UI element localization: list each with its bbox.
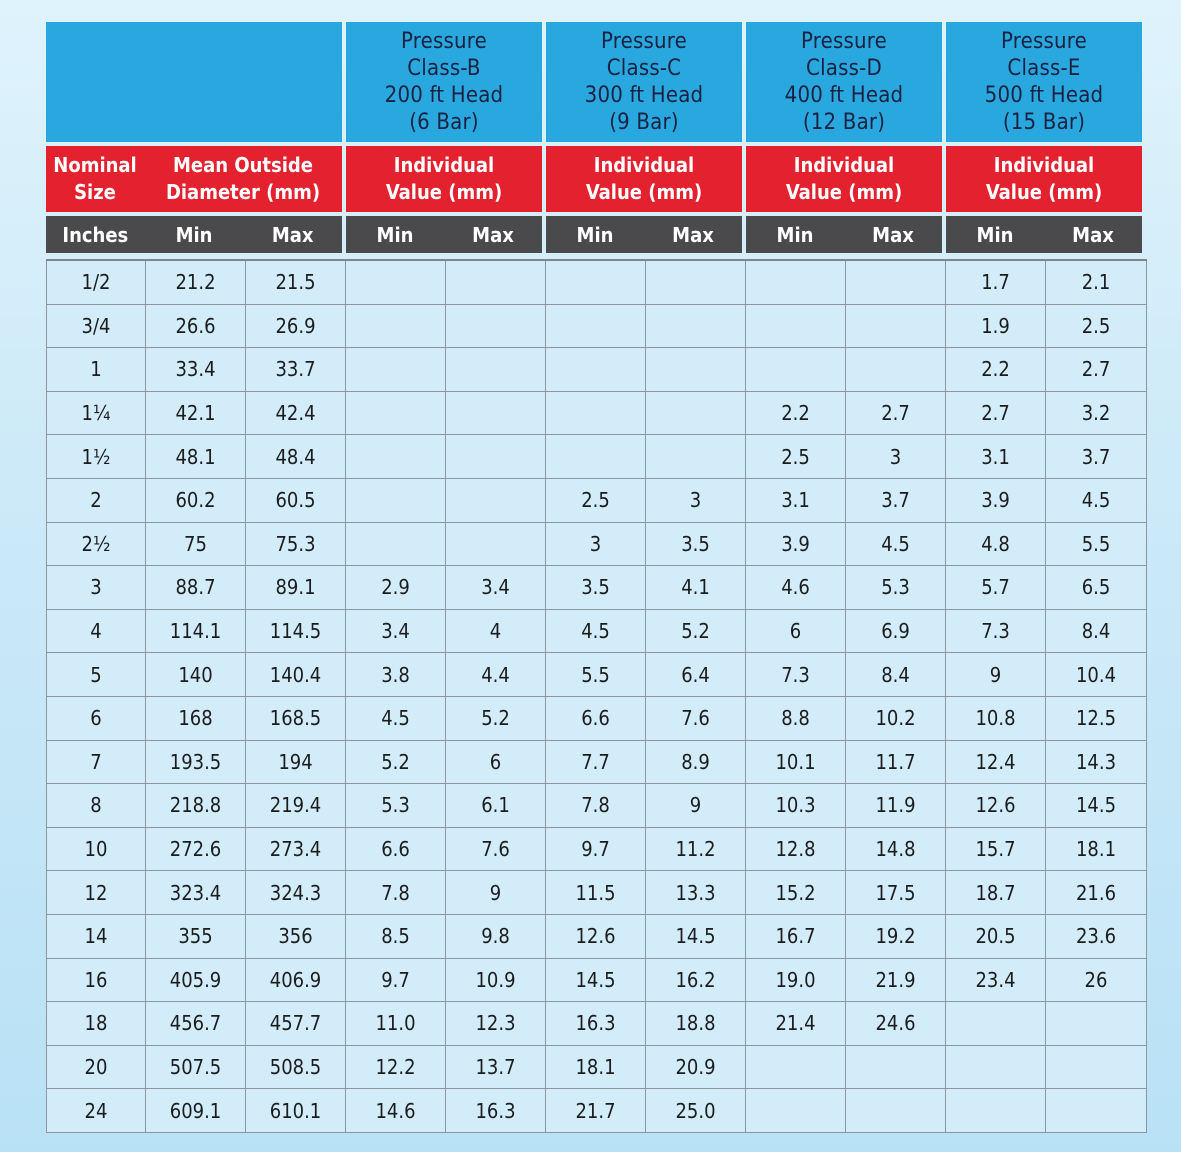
mean-od-min-cell: 355 xyxy=(146,914,246,958)
mean-od-max-cell: 48.4 xyxy=(246,435,346,479)
table-row xyxy=(47,871,1147,915)
nominal-size-cell: 14 xyxy=(47,914,146,958)
nominal-size-cell: 5 xyxy=(47,653,146,697)
class-d-min-cell: 6 xyxy=(746,609,846,653)
unit-header-group xyxy=(346,216,542,253)
individual-value-header: Individual Value (mm) xyxy=(546,146,742,212)
class-e-max-cell: 26 xyxy=(1046,958,1147,1002)
table-row xyxy=(47,653,1147,697)
class-b-min-cell: 2.9 xyxy=(346,566,446,610)
class-c-max-cell: 20.9 xyxy=(646,1045,746,1089)
class-b-max-cell: 5.2 xyxy=(446,696,546,740)
class-b-min-cell xyxy=(346,348,446,392)
class-c-max-cell: 4.1 xyxy=(646,566,746,610)
unit-header-group xyxy=(546,216,742,253)
mean-od-min-cell: 168 xyxy=(146,696,246,740)
class-d-max-cell xyxy=(846,1045,946,1089)
class-d-min-cell xyxy=(746,260,846,304)
class-c-max-cell: 6.4 xyxy=(646,653,746,697)
unit-header-group xyxy=(746,216,942,253)
class-d-max-cell: 19.2 xyxy=(846,914,946,958)
mean-od-min-cell: 26.6 xyxy=(146,304,246,348)
mean-od-max-cell: 21.5 xyxy=(246,260,346,304)
class-e-min-cell: 4.8 xyxy=(946,522,1046,566)
min-header: Min xyxy=(976,222,1014,247)
class-c-max-cell: 25.0 xyxy=(646,1089,746,1133)
min-header: Min xyxy=(776,222,814,247)
class-c-max-cell: 7.6 xyxy=(646,696,746,740)
max-header: Max xyxy=(271,222,314,247)
mean-od-min-cell: 507.5 xyxy=(146,1045,246,1089)
table-row xyxy=(47,958,1147,1002)
class-c-max-cell xyxy=(646,348,746,392)
class-e-max-cell: 21.6 xyxy=(1046,871,1147,915)
nominal-size-cell: 8 xyxy=(47,784,146,828)
class-b-max-cell xyxy=(446,304,546,348)
class-b-max-cell: 9 xyxy=(446,871,546,915)
nominal-size-cell: 2½ xyxy=(47,522,146,566)
class-b-min-cell xyxy=(346,522,446,566)
class-d-max-cell: 8.4 xyxy=(846,653,946,697)
individual-value-header: Individual Value (mm) xyxy=(346,146,542,212)
class-d-max-cell: 10.2 xyxy=(846,696,946,740)
class-e-header: Pressure Class-E 500 ft Head (15 Bar) xyxy=(946,22,1142,142)
class-b-min-cell xyxy=(346,435,446,479)
class-d-max-cell: 21.9 xyxy=(846,958,946,1002)
mean-od-max-cell: 114.5 xyxy=(246,609,346,653)
class-e-min-cell: 7.3 xyxy=(946,609,1046,653)
class-c-max-cell xyxy=(646,304,746,348)
max-header: Max xyxy=(672,222,714,247)
unit-header-row xyxy=(46,216,1146,253)
class-b-min-cell xyxy=(346,260,446,304)
class-b-header: Pressure Class-B 200 ft Head (6 Bar) xyxy=(346,22,542,142)
table-row xyxy=(47,391,1147,435)
nominal-size-cell: 20 xyxy=(47,1045,146,1089)
class-c-min-cell: 12.6 xyxy=(546,914,646,958)
class-d-min-cell: 16.7 xyxy=(746,914,846,958)
class-c-max-cell: 3.5 xyxy=(646,522,746,566)
class-e-max-cell: 18.1 xyxy=(1046,827,1147,871)
class-d-header: Pressure Class-D 400 ft Head (12 Bar) xyxy=(746,22,942,142)
class-c-max-cell: 8.9 xyxy=(646,740,746,784)
class-e-min-cell: 20.5 xyxy=(946,914,1046,958)
class-c-max-cell: 13.3 xyxy=(646,871,746,915)
min-header: Min xyxy=(376,222,414,247)
mean-od-max-cell: 42.4 xyxy=(246,391,346,435)
class-b-max-cell: 9.8 xyxy=(446,914,546,958)
class-d-max-cell: 4.5 xyxy=(846,522,946,566)
nominal-size-cell: 1/2 xyxy=(47,260,146,304)
max-header: Max xyxy=(872,222,914,247)
class-d-max-cell: 11.7 xyxy=(846,740,946,784)
table-row xyxy=(47,609,1147,653)
class-e-max-cell: 14.5 xyxy=(1046,784,1147,828)
mean-od-min-cell: 140 xyxy=(146,653,246,697)
class-d-max-cell: 17.5 xyxy=(846,871,946,915)
class-b-max-cell: 12.3 xyxy=(446,1002,546,1046)
class-e-max-cell: 2.1 xyxy=(1046,260,1147,304)
class-d-min-cell: 2.5 xyxy=(746,435,846,479)
table-row xyxy=(47,1089,1147,1133)
class-e-max-cell: 4.5 xyxy=(1046,478,1147,522)
class-b-min-cell: 5.3 xyxy=(346,784,446,828)
nominal-size-header: Nominal Size xyxy=(46,146,144,212)
mean-od-min-cell: 33.4 xyxy=(146,348,246,392)
individual-value-header: Individual Value (mm) xyxy=(746,146,942,212)
mean-od-min-cell: 456.7 xyxy=(146,1002,246,1046)
class-d-min-cell xyxy=(746,348,846,392)
class-d-max-cell: 11.9 xyxy=(846,784,946,828)
class-c-max-cell: 5.2 xyxy=(646,609,746,653)
class-c-min-cell: 14.5 xyxy=(546,958,646,1002)
table-row xyxy=(47,696,1147,740)
nominal-size-cell: 2 xyxy=(47,478,146,522)
class-b-min-cell xyxy=(346,391,446,435)
nominal-size-cell: 1¼ xyxy=(47,391,146,435)
class-e-min-cell: 3.9 xyxy=(946,478,1046,522)
table-row xyxy=(47,435,1147,479)
table-row xyxy=(47,740,1147,784)
class-b-max-cell: 16.3 xyxy=(446,1089,546,1133)
class-c-min-cell: 18.1 xyxy=(546,1045,646,1089)
class-b-min-cell: 14.6 xyxy=(346,1089,446,1133)
nominal-size-cell: 18 xyxy=(47,1002,146,1046)
class-e-max-cell: 3.7 xyxy=(1046,435,1147,479)
class-e-min-cell xyxy=(946,1002,1046,1046)
class-b-max-cell: 13.7 xyxy=(446,1045,546,1089)
mean-od-max-cell: 33.7 xyxy=(246,348,346,392)
table-row xyxy=(47,914,1147,958)
class-d-min-cell: 19.0 xyxy=(746,958,846,1002)
mean-od-max-cell: 457.7 xyxy=(246,1002,346,1046)
class-e-min-cell: 23.4 xyxy=(946,958,1046,1002)
class-c-max-cell: 14.5 xyxy=(646,914,746,958)
table-row xyxy=(47,827,1147,871)
class-c-min-cell: 6.6 xyxy=(546,696,646,740)
mean-od-max-cell: 610.1 xyxy=(246,1089,346,1133)
class-c-min-cell: 9.7 xyxy=(546,827,646,871)
class-e-min-cell: 15.7 xyxy=(946,827,1046,871)
class-b-max-cell xyxy=(446,435,546,479)
unit-header-group xyxy=(946,216,1142,253)
mean-od-max-cell: 89.1 xyxy=(246,566,346,610)
class-e-min-cell: 12.6 xyxy=(946,784,1046,828)
class-b-min-cell: 5.2 xyxy=(346,740,446,784)
pipe-spec-table xyxy=(46,22,1146,1133)
class-c-min-cell: 4.5 xyxy=(546,609,646,653)
class-d-min-cell: 21.4 xyxy=(746,1002,846,1046)
nominal-size-cell: 6 xyxy=(47,696,146,740)
mean-od-min-cell: 48.1 xyxy=(146,435,246,479)
class-c-header: Pressure Class-C 300 ft Head (9 Bar) xyxy=(546,22,742,142)
nominal-size-cell: 16 xyxy=(47,958,146,1002)
class-e-max-cell: 3.2 xyxy=(1046,391,1147,435)
class-c-min-cell xyxy=(546,348,646,392)
class-c-min-cell xyxy=(546,435,646,479)
class-c-min-cell xyxy=(546,391,646,435)
class-e-max-cell: 14.3 xyxy=(1046,740,1147,784)
class-c-min-cell xyxy=(546,260,646,304)
table-row xyxy=(47,348,1147,392)
max-header: Max xyxy=(472,222,514,247)
class-b-min-cell: 6.6 xyxy=(346,827,446,871)
class-e-min-cell xyxy=(946,1089,1046,1133)
class-b-min-cell xyxy=(346,304,446,348)
nominal-size-cell: 10 xyxy=(47,827,146,871)
class-e-min-cell: 2.2 xyxy=(946,348,1046,392)
table-row xyxy=(47,784,1147,828)
class-d-max-cell xyxy=(846,1089,946,1133)
class-e-min-cell: 18.7 xyxy=(946,871,1046,915)
nominal-size-cell: 24 xyxy=(47,1089,146,1133)
class-c-max-cell: 11.2 xyxy=(646,827,746,871)
class-e-max-cell xyxy=(1046,1045,1147,1089)
class-e-max-cell: 2.7 xyxy=(1046,348,1147,392)
unit-header-group xyxy=(46,216,342,253)
mean-od-min-cell: 323.4 xyxy=(146,871,246,915)
nominal-size-cell: 7 xyxy=(47,740,146,784)
class-d-min-cell: 12.8 xyxy=(746,827,846,871)
table-row xyxy=(47,1002,1147,1046)
mean-od-min-cell: 60.2 xyxy=(146,478,246,522)
inches-header: Inches xyxy=(62,222,129,247)
class-d-min-cell: 8.8 xyxy=(746,696,846,740)
mean-od-max-cell: 194 xyxy=(246,740,346,784)
class-d-min-cell: 3.1 xyxy=(746,478,846,522)
column-group-header-row xyxy=(46,146,1146,212)
nominal-size-cell: 4 xyxy=(47,609,146,653)
class-d-min-cell: 10.1 xyxy=(746,740,846,784)
table-row xyxy=(47,478,1147,522)
nominal-size-cell: 1½ xyxy=(47,435,146,479)
class-d-min-cell xyxy=(746,1045,846,1089)
class-d-min-cell: 3.9 xyxy=(746,522,846,566)
class-d-min-cell: 10.3 xyxy=(746,784,846,828)
min-header: Min xyxy=(175,222,213,247)
table-row xyxy=(47,1045,1147,1089)
class-b-max-cell: 6 xyxy=(446,740,546,784)
class-e-min-cell: 3.1 xyxy=(946,435,1046,479)
class-b-min-cell xyxy=(346,478,446,522)
class-b-max-cell xyxy=(446,260,546,304)
class-d-max-cell: 14.8 xyxy=(846,827,946,871)
class-c-min-cell: 16.3 xyxy=(546,1002,646,1046)
mean-od-min-cell: 88.7 xyxy=(146,566,246,610)
class-c-min-cell: 7.8 xyxy=(546,784,646,828)
class-c-min-cell: 5.5 xyxy=(546,653,646,697)
class-b-max-cell: 10.9 xyxy=(446,958,546,1002)
table-row xyxy=(47,304,1147,348)
class-d-min-cell: 4.6 xyxy=(746,566,846,610)
min-header: Min xyxy=(576,222,614,247)
class-c-min-cell: 3 xyxy=(546,522,646,566)
class-b-max-cell xyxy=(446,478,546,522)
mean-od-min-cell: 75 xyxy=(146,522,246,566)
class-e-min-cell xyxy=(946,1045,1046,1089)
class-e-max-cell: 8.4 xyxy=(1046,609,1147,653)
class-c-min-cell: 3.5 xyxy=(546,566,646,610)
class-e-max-cell xyxy=(1046,1002,1147,1046)
class-c-max-cell xyxy=(646,391,746,435)
class-e-min-cell: 9 xyxy=(946,653,1046,697)
blank-header-cell xyxy=(46,22,342,142)
class-c-max-cell: 9 xyxy=(646,784,746,828)
mean-od-min-cell: 114.1 xyxy=(146,609,246,653)
mean-od-max-cell: 508.5 xyxy=(246,1045,346,1089)
table-row xyxy=(47,566,1147,610)
class-e-min-cell: 10.8 xyxy=(946,696,1046,740)
class-d-max-cell: 2.7 xyxy=(846,391,946,435)
class-d-max-cell xyxy=(846,304,946,348)
mean-od-max-cell: 60.5 xyxy=(246,478,346,522)
class-e-max-cell: 12.5 xyxy=(1046,696,1147,740)
mean-od-max-cell: 219.4 xyxy=(246,784,346,828)
class-b-max-cell: 7.6 xyxy=(446,827,546,871)
mean-od-header: Mean Outside Diameter (mm) xyxy=(144,146,342,212)
mean-od-min-cell: 193.5 xyxy=(146,740,246,784)
class-d-max-cell: 6.9 xyxy=(846,609,946,653)
nominal-size-cell: 12 xyxy=(47,871,146,915)
class-b-min-cell: 3.4 xyxy=(346,609,446,653)
nominal-size-cell: 3 xyxy=(47,566,146,610)
class-b-min-cell: 11.0 xyxy=(346,1002,446,1046)
class-e-min-cell: 2.7 xyxy=(946,391,1046,435)
class-d-min-cell: 2.2 xyxy=(746,391,846,435)
class-b-max-cell: 3.4 xyxy=(446,566,546,610)
class-e-min-cell: 1.9 xyxy=(946,304,1046,348)
class-b-min-cell: 4.5 xyxy=(346,696,446,740)
class-e-min-cell: 5.7 xyxy=(946,566,1046,610)
class-c-max-cell xyxy=(646,435,746,479)
mean-od-max-cell: 273.4 xyxy=(246,827,346,871)
class-c-max-cell xyxy=(646,260,746,304)
pressure-class-header-row xyxy=(46,22,1146,142)
class-c-max-cell: 16.2 xyxy=(646,958,746,1002)
mean-od-min-cell: 609.1 xyxy=(146,1089,246,1133)
class-e-min-cell: 1.7 xyxy=(946,260,1046,304)
class-c-min-cell: 21.7 xyxy=(546,1089,646,1133)
class-b-min-cell: 9.7 xyxy=(346,958,446,1002)
mean-od-min-cell: 405.9 xyxy=(146,958,246,1002)
class-e-max-cell: 5.5 xyxy=(1046,522,1147,566)
mean-od-max-cell: 168.5 xyxy=(246,696,346,740)
mean-od-max-cell: 140.4 xyxy=(246,653,346,697)
individual-value-header: Individual Value (mm) xyxy=(946,146,1142,212)
class-b-min-cell: 12.2 xyxy=(346,1045,446,1089)
class-c-max-cell: 18.8 xyxy=(646,1002,746,1046)
class-d-min-cell: 15.2 xyxy=(746,871,846,915)
class-e-max-cell: 10.4 xyxy=(1046,653,1147,697)
table-row xyxy=(47,260,1147,304)
class-b-max-cell xyxy=(446,522,546,566)
nominal-size-cell: 3/4 xyxy=(47,304,146,348)
class-e-max-cell: 23.6 xyxy=(1046,914,1147,958)
class-d-max-cell: 24.6 xyxy=(846,1002,946,1046)
class-b-max-cell: 4 xyxy=(446,609,546,653)
data-table xyxy=(46,259,1147,1133)
class-c-min-cell: 11.5 xyxy=(546,871,646,915)
mean-od-min-cell: 42.1 xyxy=(146,391,246,435)
class-d-max-cell: 5.3 xyxy=(846,566,946,610)
class-e-max-cell: 2.5 xyxy=(1046,304,1147,348)
class-d-min-cell: 7.3 xyxy=(746,653,846,697)
class-b-max-cell xyxy=(446,348,546,392)
class-b-max-cell xyxy=(446,391,546,435)
class-c-min-cell xyxy=(546,304,646,348)
class-d-max-cell xyxy=(846,260,946,304)
class-b-min-cell: 8.5 xyxy=(346,914,446,958)
mean-od-min-cell: 272.6 xyxy=(146,827,246,871)
class-e-min-cell: 12.4 xyxy=(946,740,1046,784)
class-d-min-cell xyxy=(746,1089,846,1133)
mean-od-max-cell: 75.3 xyxy=(246,522,346,566)
class-e-max-cell xyxy=(1046,1089,1147,1133)
class-b-max-cell: 6.1 xyxy=(446,784,546,828)
table-row xyxy=(47,522,1147,566)
class-d-min-cell xyxy=(746,304,846,348)
class-d-max-cell: 3 xyxy=(846,435,946,479)
class-b-min-cell: 7.8 xyxy=(346,871,446,915)
max-header: Max xyxy=(1072,222,1114,247)
class-b-min-cell: 3.8 xyxy=(346,653,446,697)
mean-od-max-cell: 324.3 xyxy=(246,871,346,915)
class-c-min-cell: 7.7 xyxy=(546,740,646,784)
class-c-max-cell: 3 xyxy=(646,478,746,522)
mean-od-max-cell: 356 xyxy=(246,914,346,958)
class-e-max-cell: 6.5 xyxy=(1046,566,1147,610)
nominal-size-cell: 1 xyxy=(47,348,146,392)
mean-od-min-cell: 218.8 xyxy=(146,784,246,828)
mean-od-max-cell: 406.9 xyxy=(246,958,346,1002)
class-d-max-cell xyxy=(846,348,946,392)
table-body xyxy=(47,260,1147,1132)
class-b-max-cell: 4.4 xyxy=(446,653,546,697)
mean-od-min-cell: 21.2 xyxy=(146,260,246,304)
mean-od-max-cell: 26.9 xyxy=(246,304,346,348)
class-d-max-cell: 3.7 xyxy=(846,478,946,522)
class-c-min-cell: 2.5 xyxy=(546,478,646,522)
